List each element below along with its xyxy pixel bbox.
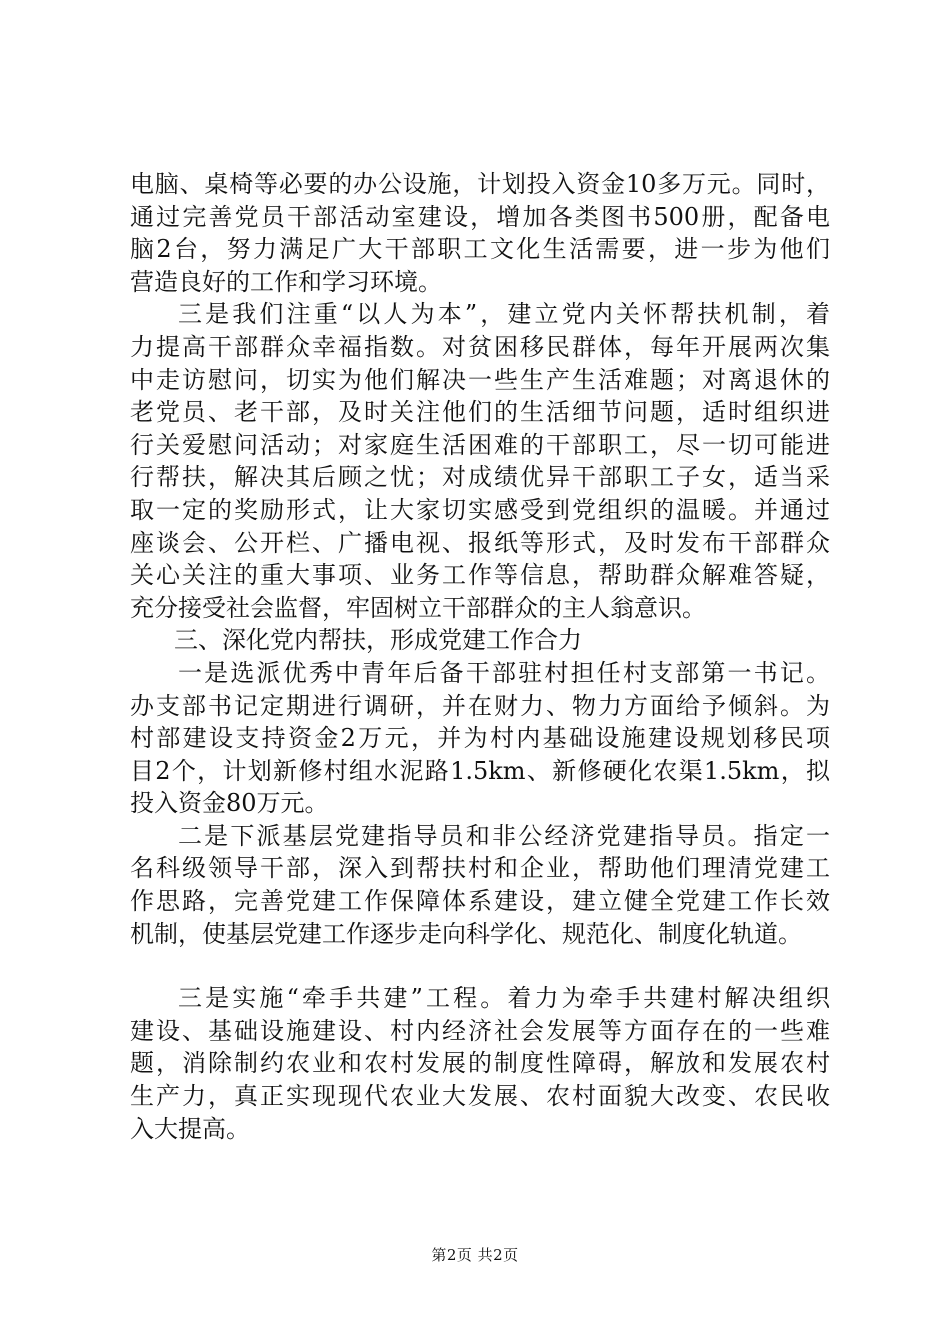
text-line: 题，消除制约农业和农村发展的制度性障碍，解放和发展农村: [130, 1049, 830, 1078]
paragraph-party-instructors: [130, 820, 830, 950]
text-line: 二是下派基层党建指导员和非公经济党建指导员。指定一: [178, 821, 830, 850]
text-line: 力提高干部群众幸福指数。对贫困移民群体，每年开展两次集: [130, 332, 830, 361]
text-line: 营造良好的工作和学习环境。: [130, 267, 442, 296]
text-line: 中走访慰问，切实为他们解决一些生产生活难题；对离退休的: [130, 365, 830, 394]
text-line: 名科级领导干部，深入到帮扶村和企业，帮助他们理清党建工: [130, 854, 830, 883]
text-line: 三是实施“牵手共建”工程。着力为牵手共建村解决组织: [178, 984, 830, 1013]
text-line: 办支部书记定期进行调研，并在财力、物力方面给予倾斜。为: [130, 691, 830, 720]
text-line: 机制，使基层党建工作逐步走向科学化、规范化、制度化轨道。: [130, 919, 802, 948]
text-line: 生产力，真正实现现代农业大发展、农村面貌大改变、农民收: [130, 1082, 830, 1111]
page-footer: 第2页 共2页: [431, 1246, 519, 1264]
text-line: 投入资金80万元。: [130, 789, 329, 818]
text-line: 关心关注的重大事项、业务工作等信息，帮助群众解难答疑，: [130, 561, 830, 590]
paragraph-joint-construction: [130, 982, 830, 1145]
text-line: 行帮扶，解决其后顾之忧；对成绩优异干部职工子女，适当采: [130, 463, 830, 492]
text-line: 一是选派优秀中青年后备干部驻村担任村支部第一书记。: [178, 658, 830, 687]
text-line: 充分接受社会监督，牢固树立干部群众的主人翁意识。: [130, 593, 706, 622]
text-line: 目2个，计划新修村组水泥路1.5km、新修硬化农渠1.5km，拟: [130, 756, 830, 785]
text-line: 电脑、桌椅等必要的办公设施，计划投入资金10多万元。同时，: [130, 170, 830, 198]
text-line: 作思路，完善党建工作保障体系建设，建立健全党建工作长效: [130, 887, 830, 916]
text-line: 行关爱慰问活动；对家庭生活困难的干部职工，尽一切可能进: [130, 430, 830, 459]
text-line: 取一定的奖励形式，让大家切实感受到党组织的温暖。并通过: [130, 495, 830, 524]
paragraph-office-facilities: [130, 168, 830, 298]
text-line: 三是我们注重“以人为本”，建立党内关怀帮扶机制，着: [178, 300, 830, 329]
text-line: 入大提高。: [130, 1114, 250, 1143]
document-body: [130, 168, 830, 1145]
paragraph-gap: [130, 950, 830, 982]
paragraph-people-oriented: [130, 298, 830, 624]
text-line: 通过完善党员干部活动室建设，增加各类图书500册，配备电: [130, 202, 830, 231]
text-line: 座谈会、公开栏、广播电视、报纸等形式，及时发布干部群众: [130, 528, 830, 557]
heading-line: 三、深化党内帮扶，形成党建工作合力: [174, 626, 582, 655]
text-line: 老党员、老干部，及时关注他们的生活细节问题，适时组织进: [130, 398, 830, 427]
text-line: 村部建设支持资金2万元，并为村内基础设施建设规划移民项: [130, 724, 830, 753]
text-line: 建设、基础设施建设、村内经济社会发展等方面存在的一些难: [130, 1016, 830, 1045]
section-heading: [130, 624, 830, 657]
paragraph-first-secretary: [130, 657, 830, 820]
text-line: 脑2台，努力满足广大干部职工文化生活需要，进一步为他们: [130, 235, 830, 264]
